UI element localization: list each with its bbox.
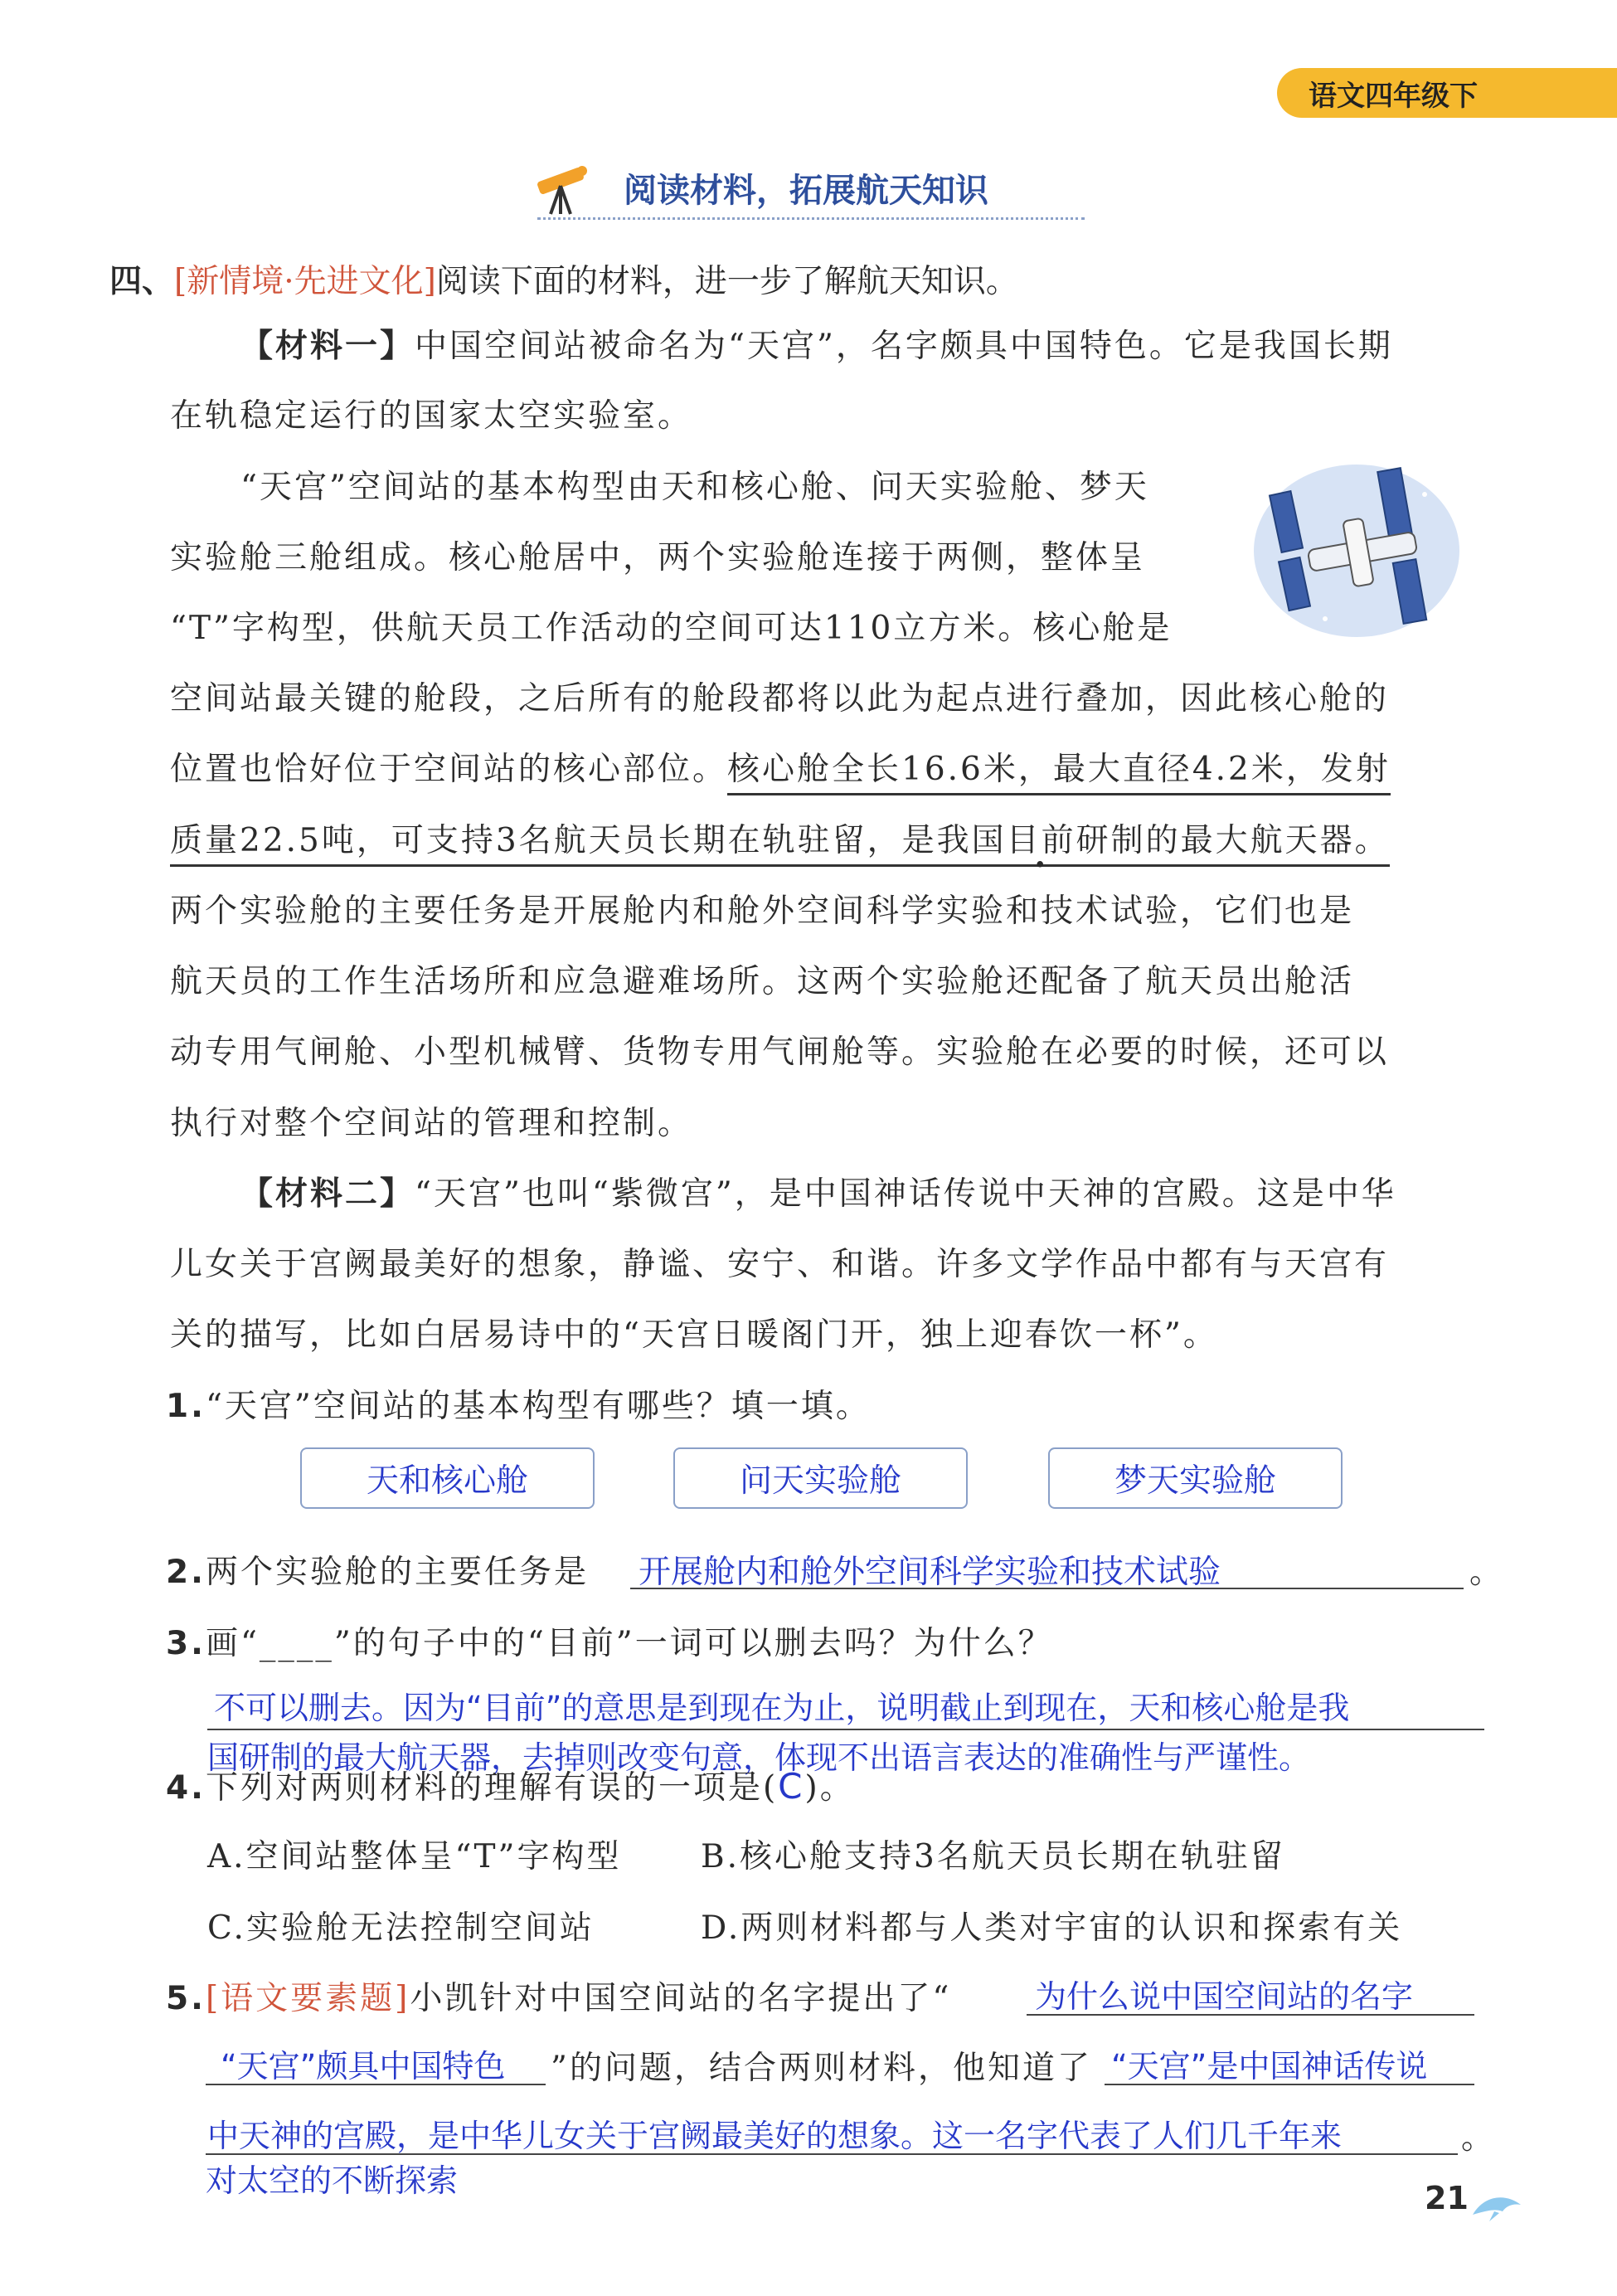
q5-text-1: 5.[语文要素题]小凯针对中国空间站的名字提出了“: [166, 1980, 952, 2017]
q5-answer-2b: 中天神的宫殿，是中华儿女关于宫阙最美好的想象。这一名字代表了人们几千年来: [207, 2118, 1343, 2154]
emphasized-word: 目前: [1006, 822, 1076, 859]
material1-line-4: 实验舱三舱组成。核心舱居中，两个实验舱连接于两侧，整体呈: [170, 539, 1146, 576]
material1-line-12: 执行对整个空间站的管理和控制。: [170, 1105, 693, 1142]
material2-line-2: 儿女关于宫阙最美好的想象，静谧、安宁、和谐。许多文学作品中都有与天宫有: [170, 1246, 1390, 1283]
q3-answer-line-1: 不可以删去。因为“目前”的意思是到现在为止，说明截止到现在，天和核心舱是我: [214, 1690, 1350, 1726]
question-tag: [新情境·先进文化]: [174, 263, 436, 300]
material1-line-7: 位置也恰好位于空间站的核心部位。核心舱全长16.6米，最大直径4.2米，发射: [170, 743, 1391, 790]
q1-answer-box-3[interactable]: 梦天实验舱: [1048, 1447, 1343, 1509]
q2-answer: 开展舱内和舱外空间科学实验和技术试验: [639, 1554, 1221, 1591]
material1-line-1: 【材料一】中国空间站被命名为“天宫”，名字颇具中国特色。它是我国长期: [240, 327, 1393, 365]
q1-answer-box-2[interactable]: 问天实验舱: [673, 1447, 968, 1509]
material1-line-8: 质量22.5吨，可支持3名航天员长期在轨驻留，是我国目前研制的最大航天器。: [170, 815, 1390, 861]
underlined-sentence: 核心舱全长16.6米，最大直径4.2米，发射: [727, 751, 1391, 795]
q5-period: 。: [1461, 2119, 1494, 2157]
question-heading: [109, 255, 1018, 302]
material1-line-9: 两个实验舱的主要任务是开展舱内和舱外空间科学实验和技术试验，它们也是: [170, 893, 1355, 930]
q4-option-d: D.两则材料都与人类对宇宙的认识和探索有关: [701, 1909, 1403, 1947]
q4-text: 4.下列对两则材料的理解有误的一项是(C)。: [166, 1766, 855, 1807]
q5-text-2: ”的问题，结合两则材料，他知道了: [551, 2050, 1092, 2087]
material2-line-3: 关的描写，比如白居易诗中的“天宫日暖阁门开，独上迎春饮一杯”。: [170, 1316, 1218, 1354]
q3-answer-line-2: 国研制的最大航天器，去掉则改变句意，体现不出语言表达的准确性与严谨性。: [207, 1739, 1311, 1776]
material2-line-1: 【材料二】“天宫”也叫“紫微宫”，是中国神话传说中天神的宫殿。这是中华: [240, 1175, 1396, 1213]
q1-answer-box-1[interactable]: 天和核心舱: [300, 1447, 595, 1509]
grade-tab: 语文四年级下: [1277, 68, 1617, 118]
page-number: 21: [1425, 2180, 1469, 2216]
material1-line-3: “天宫”空间站的基本构型由天和核心舱、问天实验舱、梦天: [240, 469, 1149, 506]
question-instruction: 阅读下面的材料，进一步了解航天知识。: [435, 263, 1018, 300]
telescope-icon: [531, 163, 597, 221]
q5-answer-2c: 对太空的不断探索: [206, 2162, 459, 2199]
q3-text: 3.画“____”的句子中的“目前”一词可以删去吗？为什么？: [166, 1625, 1053, 1662]
q4-option-c: C.实验舱无法控制空间站: [207, 1909, 595, 1947]
section-divider: [537, 217, 1085, 220]
question-number: 四、: [109, 262, 175, 300]
material1-line-11: 动专用气闸舱、小型机械臂、货物专用气闸舱等。实验舱在必要的时候，还可以: [170, 1034, 1390, 1071]
q4-answer: C: [778, 1766, 805, 1807]
q2-text: 2.两个实验舱的主要任务是: [166, 1554, 589, 1591]
section-title: 阅读材料，拓展航天知识: [624, 172, 988, 210]
q4-option-b: B.核心舱支持3名航天员长期在轨驻留: [701, 1838, 1285, 1875]
space-station-image: [1250, 461, 1462, 640]
material1-line-10: 航天员的工作生活场所和应急避难场所。这两个实验舱还配备了航天员出舱活: [170, 963, 1355, 1000]
q2-period: 。: [1469, 1554, 1503, 1591]
q1-text: 1.“天宫”空间站的基本构型有哪些？填一填。: [166, 1388, 871, 1425]
dolphin-icon: [1469, 2190, 1527, 2225]
q5-answer-1a: 为什么说中国空间站的名字: [1035, 1978, 1414, 2015]
q5-answer-2a: “天宫”是中国神话传说: [1111, 2048, 1428, 2084]
material1-line-6: 空间站最关键的舱段，之后所有的舱段都将以此为起点进行叠加，因此核心舱的: [170, 680, 1390, 718]
q3-line-1[interactable]: [207, 1729, 1484, 1730]
q5-answer-1b: “天宫”颇具中国特色: [221, 2048, 506, 2084]
q5-tag: [语文要素题]: [205, 1980, 410, 2017]
q4-option-a: A.空间站整体呈“T”字构型: [207, 1838, 622, 1875]
material1-line-5: “T”字构型，供航天员工作活动的空间可达110立方米。核心舱是: [170, 610, 1173, 647]
material1-line-2: 在轨稳定运行的国家太空实验室。: [170, 397, 693, 435]
